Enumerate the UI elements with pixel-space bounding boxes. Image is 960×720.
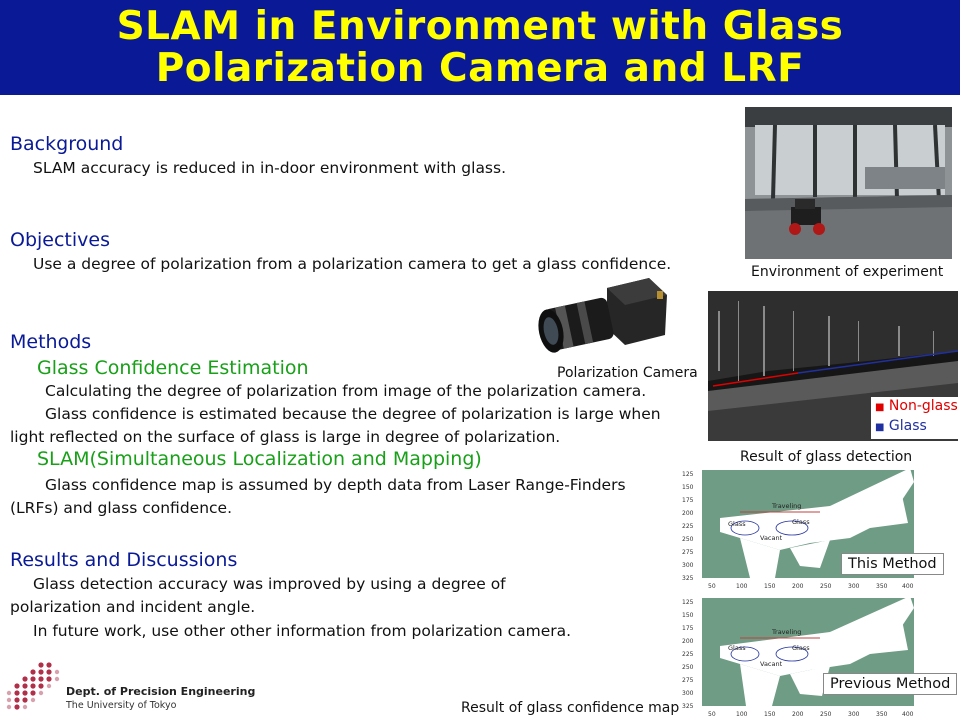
- legend-item-non-glass: [875, 397, 960, 417]
- map-ytick: 175: [682, 625, 694, 632]
- results-heading: Results and Discussions: [10, 549, 238, 571]
- map-ytick: 275: [682, 549, 694, 556]
- methods-text-line: (LRFs) and glass confidence.: [10, 499, 233, 517]
- polarization-camera-photo: [537, 273, 672, 363]
- confidence-map-caption: Result of glass confidence map: [461, 700, 680, 716]
- methods-text-line: Glass confidence is estimated because the degree of polarization is large when: [45, 405, 661, 423]
- map-xtick: 300: [848, 711, 860, 718]
- map-ytick: 275: [682, 677, 694, 684]
- map-ytick: 125: [682, 471, 694, 478]
- map-label-glass: Glass: [792, 518, 810, 526]
- map-ytick: 250: [682, 536, 694, 543]
- map-xtick: 50: [708, 583, 716, 590]
- results-text-line: polarization and incident angle.: [10, 598, 256, 616]
- logo-university-name: The University of Tokyo: [66, 700, 177, 711]
- map-xtick: 250: [820, 711, 832, 718]
- background-heading: Background: [10, 133, 124, 155]
- title-banner: [0, 0, 960, 95]
- environment-photo: [745, 107, 952, 259]
- map-ytick: 250: [682, 664, 694, 671]
- map-xtick: 300: [848, 583, 860, 590]
- detection-caption: Result of glass detection: [740, 449, 913, 465]
- legend-label-glass: Glass: [888, 418, 927, 434]
- legend-label-non-glass: Non-glass: [888, 398, 958, 414]
- department-logo-icon: [5, 660, 65, 715]
- environment-caption: Environment of experiment: [751, 264, 944, 280]
- map-xtick: 250: [820, 583, 832, 590]
- methods-text-line: light reflected on the surface of glass is large in degree of polarization.: [10, 428, 561, 446]
- methods-text-line: Calculating the degree of polarization from image of the polarization camera.: [45, 382, 647, 400]
- methods-heading: Methods: [10, 331, 92, 353]
- map-xtick: 350: [876, 711, 888, 718]
- map-xtick: 150: [764, 711, 776, 718]
- map-ytick: 300: [682, 690, 694, 697]
- legend-marker-icon: ■: [875, 422, 885, 433]
- map-ytick: 150: [682, 612, 694, 619]
- map-ytick: 125: [682, 599, 694, 606]
- methods-subheading-glass-confidence: Glass Confidence Estimation: [37, 357, 309, 379]
- map-label-glass: Glass: [728, 520, 746, 528]
- map-ytick: 150: [682, 484, 694, 491]
- previous-method-label: Previous Method: [823, 673, 957, 695]
- objectives-text: Use a degree of polarization from a polarization camera to get a glass confidence.: [33, 255, 672, 273]
- logo-department-name: Dept. of Precision Engineering: [66, 685, 256, 698]
- map-xtick: 200: [792, 711, 804, 718]
- map-ytick: 325: [682, 575, 694, 582]
- results-text-line: In future work, use other other information from polarization camera.: [33, 622, 572, 640]
- background-text: SLAM accuracy is reduced in in-door environment with glass.: [33, 159, 507, 177]
- legend-item-glass: [875, 417, 960, 437]
- map-xtick: 150: [764, 583, 776, 590]
- results-text-line: Glass detection accuracy was improved by using a degree of: [33, 575, 506, 593]
- map-ytick: 325: [682, 703, 694, 710]
- map-ytick: 225: [682, 523, 694, 530]
- map-label-glass: Glass: [728, 644, 746, 652]
- detection-legend: [871, 397, 960, 439]
- map-xtick: 400: [902, 711, 914, 718]
- map-xtick: 200: [792, 583, 804, 590]
- map-ytick: 225: [682, 651, 694, 658]
- methods-subheading-slam: SLAM(Simultaneous Localization and Mapping): [37, 448, 482, 470]
- this-method-label: This Method: [841, 553, 944, 575]
- map-label-traveling: Traveling: [772, 502, 802, 510]
- map-ytick: 200: [682, 510, 694, 517]
- map-xtick: 400: [902, 583, 914, 590]
- title-line-2: Polarization Camera and LRF: [155, 46, 805, 91]
- map-label-glass: Glass: [792, 644, 810, 652]
- map-xtick: 100: [736, 583, 748, 590]
- methods-text-line: Glass confidence map is assumed by depth data from Laser Range-Finders: [45, 476, 626, 494]
- map-label-traveling: Traveling: [772, 628, 802, 636]
- map-xtick: 100: [736, 711, 748, 718]
- map-label-vacant: Vacant: [760, 534, 783, 542]
- title-line-1: SLAM in Environment with Glass: [116, 4, 844, 49]
- map-xtick: 50: [708, 711, 716, 718]
- objectives-heading: Objectives: [10, 229, 110, 251]
- map-label-vacant: Vacant: [760, 660, 783, 668]
- map-ytick: 200: [682, 638, 694, 645]
- legend-marker-icon: ■: [875, 402, 885, 413]
- confidence-map-previous-method: [680, 596, 920, 718]
- map-xtick: 350: [876, 583, 888, 590]
- map-ytick: 175: [682, 497, 694, 504]
- map-ytick: 300: [682, 562, 694, 569]
- camera-caption: Polarization Camera: [557, 365, 698, 381]
